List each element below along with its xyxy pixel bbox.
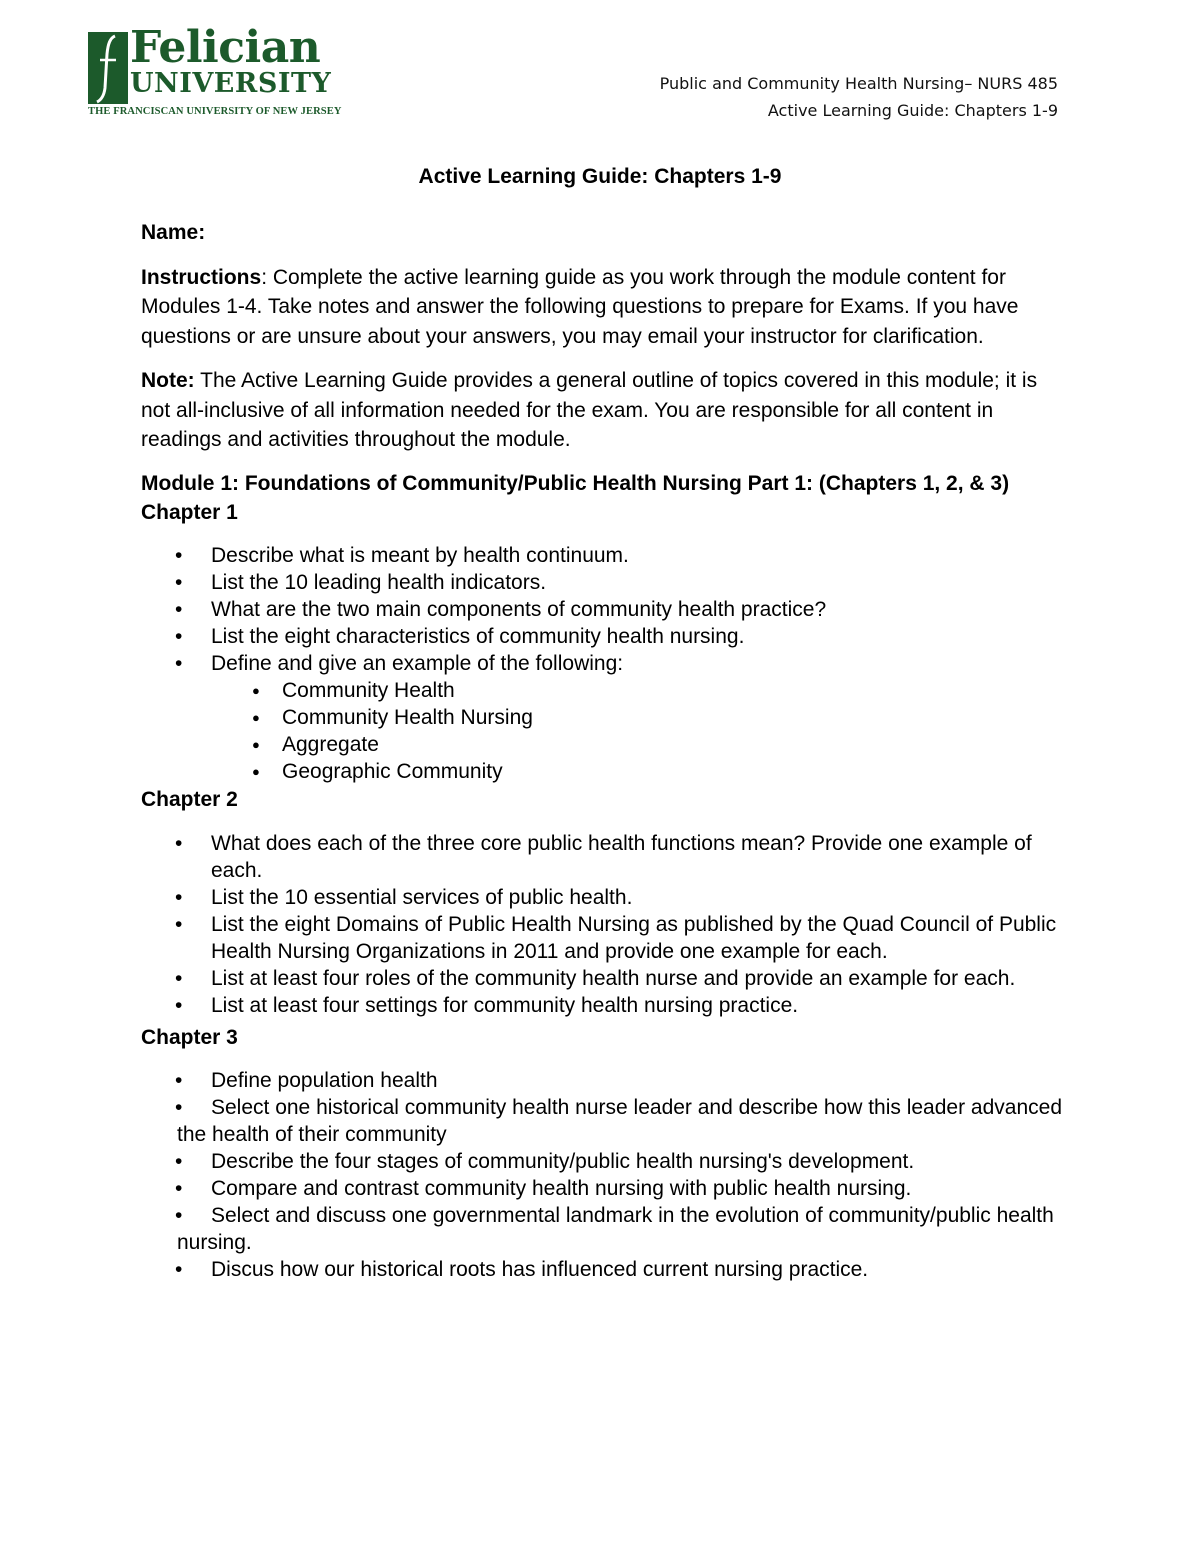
chapter-3-list bbox=[141, 1067, 1066, 1283]
list-item: • List at least four roles of the community health nurse and provide an example for each. bbox=[141, 965, 1066, 992]
list-item: • Discus how our historical roots has influenced current nursing practice. bbox=[141, 1256, 1066, 1283]
list-item: • Select and discuss one governmental landmark in the evolution of community/public health nursing. bbox=[141, 1202, 1066, 1256]
list-subitem: ● Aggregate bbox=[141, 731, 1066, 758]
list-item: • List the eight Domains of Public Health Nursing as published by the Quad Council of Public Health Nursing Organizations in 2011 and provide one example for each. bbox=[141, 911, 1066, 965]
document-body bbox=[141, 218, 1066, 1283]
note-paragraph bbox=[141, 366, 1066, 455]
list-item: • What does each of the three core public health functions mean? Provide one example of each. bbox=[141, 830, 1066, 884]
list-item: • What are the two main components of community health practice? bbox=[141, 596, 1066, 623]
note-text: The Active Learning Guide provides a general outline of topics covered in this module; it is not all-inclusive of all information needed for the exam. You are responsible for all content in readings and activities throughout the module. bbox=[141, 369, 1038, 451]
instructions-paragraph bbox=[141, 263, 1066, 352]
list-item: • List the eight characteristics of community health nursing. bbox=[141, 623, 1066, 650]
chapter-1-heading: Chapter 1 bbox=[141, 500, 238, 524]
logo-university: UNIVERSITY bbox=[130, 68, 332, 99]
list-subitem: ● Community Health bbox=[141, 677, 1066, 704]
list-subitem: ● Community Health Nursing bbox=[141, 704, 1066, 731]
header-guide: Active Learning Guide: Chapters 1-9 bbox=[767, 101, 1058, 120]
chapter-1-sublist bbox=[141, 677, 1066, 785]
chapter-2-heading: Chapter 2 bbox=[141, 788, 238, 811]
list-item: • Define and give an example of the following: bbox=[141, 650, 1066, 677]
chapter-3-heading: Chapter 3 bbox=[141, 1025, 238, 1049]
list-item: • Describe the four stages of community/public health nursing's development. bbox=[141, 1148, 1066, 1175]
logo-name: Felician bbox=[130, 22, 321, 73]
module-1-heading: Module 1: Foundations of Community/Public Health Nursing Part 1: (Chapters 1, 2, & 3) bbox=[141, 471, 1010, 495]
header-course: Public and Community Health Nursing– NURS 485 bbox=[659, 74, 1058, 93]
name-field-label: Name: bbox=[141, 221, 206, 244]
logo-tagline: THE FRANCISCAN UNIVERSITY OF NEW JERSEY bbox=[88, 106, 342, 117]
chapter-2-list bbox=[141, 830, 1066, 1019]
list-item: • Define population health bbox=[141, 1067, 1066, 1094]
list-item: • Select one historical community health nurse leader and describe how this leader advanced the health of their community bbox=[141, 1094, 1066, 1148]
document-title: Active Learning Guide: Chapters 1-9 bbox=[418, 165, 782, 188]
list-item: • Compare and contrast community health nursing with public health nursing. bbox=[141, 1175, 1066, 1202]
list-item: • List the 10 essential services of public health. bbox=[141, 884, 1066, 911]
felician-f-mark-icon bbox=[88, 30, 132, 108]
chapter-1-list bbox=[141, 542, 1066, 677]
list-subitem: ● Geographic Community bbox=[141, 758, 1066, 785]
instructions-text: : Complete the active learning guide as you work through the module content for Modules 1-4. Take notes and answer the following questions to prepare for Exams. If you have questions or are unsure about your answers, you may email your instructor for clarification. bbox=[141, 265, 1019, 348]
list-item: • Describe what is meant by health continuum. bbox=[141, 542, 1066, 569]
list-item: • List the 10 leading health indicators. bbox=[141, 569, 1066, 596]
note-label: Note: bbox=[141, 369, 195, 392]
list-item: • List at least four settings for community health nursing practice. bbox=[141, 992, 1066, 1019]
instructions-label: Instructions bbox=[141, 265, 262, 289]
